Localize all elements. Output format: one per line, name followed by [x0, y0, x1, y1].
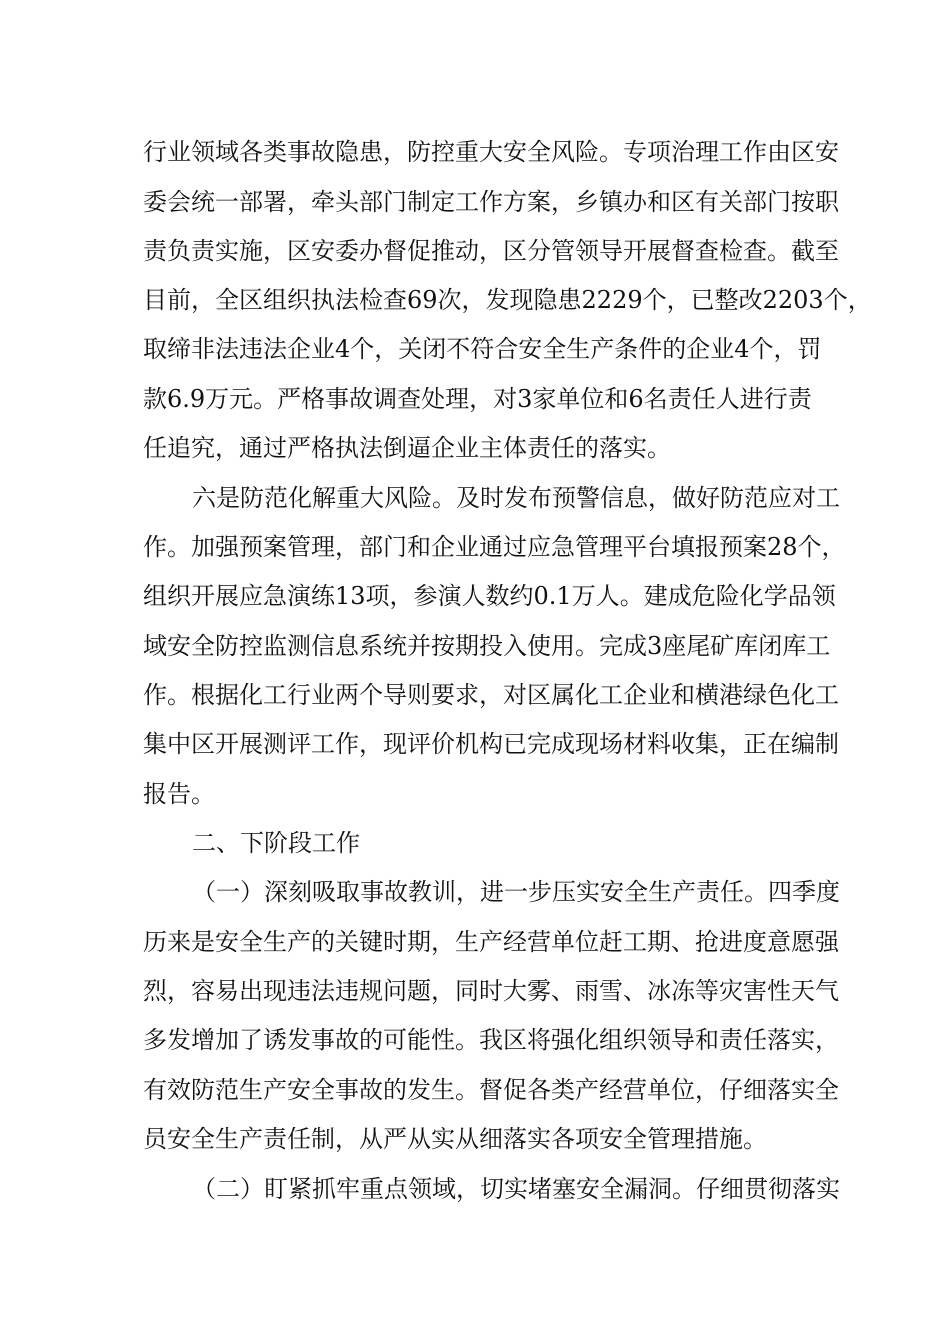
paragraph-first-line: （二）盯紧抓牢重点领域，切实堵塞安全漏洞。仔细贯彻落实	[192, 1175, 840, 1203]
text-line: 域安全防控监测信息系统并按期投入使用。完成3座尾矿库闭库工	[143, 632, 831, 660]
text-line: 作。加强预案管理，部门和企业通过应急管理平台填报预案28个，	[143, 533, 846, 561]
text-line: 作。根据化工行业两个导则要求，对区属化工企业和横港绿色化工	[143, 681, 839, 709]
text-line: 报告。	[143, 780, 215, 808]
paragraph-first-line: （一）深刻吸取事故教训，进一步压实安全生产责任。四季度	[192, 878, 840, 906]
text-line: 行业领域各类事故隐患，防控重大安全风险。专项治理工作由区安	[143, 138, 839, 166]
text-line: 取缔非法违法企业4个，关闭不符合安全生产条件的企业4个，罚	[143, 335, 822, 363]
text-line: 有效防范生产安全事故的发生。督促各类产经营单位，仔细落实全	[143, 1076, 839, 1104]
text-line: 委会统一部署，牵头部门制定工作方案，乡镇办和区有关部门按职	[143, 188, 839, 216]
text-line: 组织开展应急演练13项，参演人数约0.1万人。建成危险化学品领	[143, 582, 836, 610]
text-line: 目前，全区组织执法检查69次，发现隐患2229个，已整改2203个，	[143, 286, 872, 314]
paragraph-first-line: 六是防范化解重大风险。及时发布预警信息，做好防范应对工	[192, 484, 840, 512]
text-line: 烈，容易出现违法违规问题，同时大雾、雨雪、冰冻等灾害性天气	[143, 977, 839, 1005]
text-line: 款6.9万元。严格事故调查处理，对3家单位和6名责任人进行责	[143, 385, 812, 413]
text-line: 历来是安全生产的关键时期，生产经营单位赶工期、抢进度意愿强	[143, 928, 839, 956]
text-line: 责负责实施，区安委办督促推动，区分管领导开展督查检查。截至	[143, 237, 839, 265]
text-line: 集中区开展测评工作，现评价机构已完成现场材料收集，正在编制	[143, 730, 839, 758]
text-line: 员安全生产责任制，从严从实从细落实各项安全管理措施。	[143, 1125, 767, 1153]
text-line: 多发增加了诱发事故的可能性。我区将强化组织领导和责任落实，	[143, 1026, 839, 1054]
section-heading: 二、下阶段工作	[192, 829, 360, 857]
text-line: 任追究，通过严格执法倒逼企业主体责任的落实。	[143, 434, 671, 462]
